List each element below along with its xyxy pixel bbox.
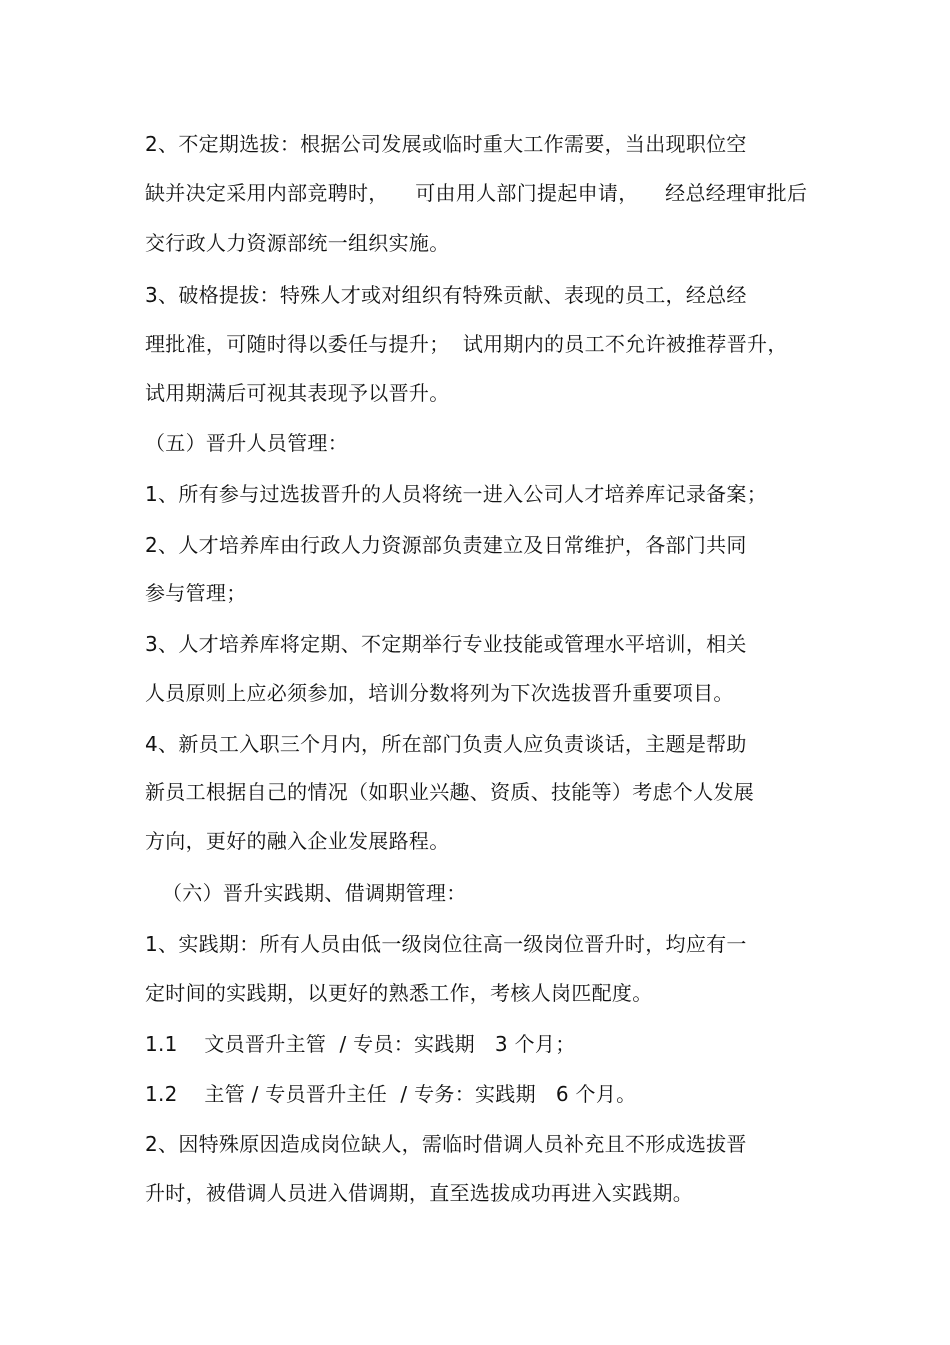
paragraph-line: 缺并决定采用内部竞聘时， 可由用人部门提起申请， 经总经理审批后 <box>145 181 808 205</box>
paragraph-line: 升时，被借调人员进入借调期，直至选拔成功再进入实践期。 <box>145 1181 694 1205</box>
section-heading: （六）晋升实践期、借调期管理： <box>162 881 467 905</box>
paragraph-line: 4、新员工入职三个月内，所在部门负责人应负责谈话，主题是帮助 <box>145 732 747 756</box>
list-item: 1.1 文员晋升主管 / 专员：实践期 3 个月； <box>145 1032 576 1056</box>
paragraph-line: 参与管理； <box>145 581 247 605</box>
paragraph-line: 1、所有参与过选拔晋升的人员将统一进入公司人才培养库记录备案； <box>145 482 768 506</box>
paragraph-line: 新员工根据自己的情况（如职业兴趣、资质、技能等）考虑个人发展 <box>145 780 754 804</box>
paragraph-line: 交行政人力资源部统一组织实施。 <box>145 231 450 255</box>
paragraph-line: 理批准，可随时得以委任与提升； 试用期内的员工不允许被推荐晋升， <box>145 332 788 356</box>
section-heading: （五）晋升人员管理： <box>145 431 348 455</box>
paragraph-line: 试用期满后可视其表现予以晋升。 <box>145 381 450 405</box>
paragraph-line: 2、人才培养库由行政人力资源部负责建立及日常维护，各部门共同 <box>145 533 747 557</box>
paragraph-line: 2、不定期选拔：根据公司发展或临时重大工作需要，当出现职位空 <box>145 132 747 156</box>
paragraph-line: 1、实践期：所有人员由低一级岗位往高一级岗位晋升时，均应有一 <box>145 932 747 956</box>
paragraph-line: 定时间的实践期，以更好的熟悉工作，考核人岗匹配度。 <box>145 981 653 1005</box>
paragraph-line: 人员原则上应必须参加，培训分数将列为下次选拔晋升重要项目。 <box>145 681 734 705</box>
list-item: 1.2 主管 / 专员晋升主任 / 专务：实践期 6 个月。 <box>145 1082 637 1106</box>
paragraph-line: 2、因特殊原因造成岗位缺人，需临时借调人员补充且不形成选拔晋 <box>145 1132 747 1156</box>
paragraph-line: 方向，更好的融入企业发展路程。 <box>145 829 450 853</box>
paragraph-line: 3、破格提拔：特殊人才或对组织有特殊贡献、表现的员工，经总经 <box>145 283 747 307</box>
paragraph-line: 3、人才培养库将定期、不定期举行专业技能或管理水平培训，相关 <box>145 632 747 656</box>
